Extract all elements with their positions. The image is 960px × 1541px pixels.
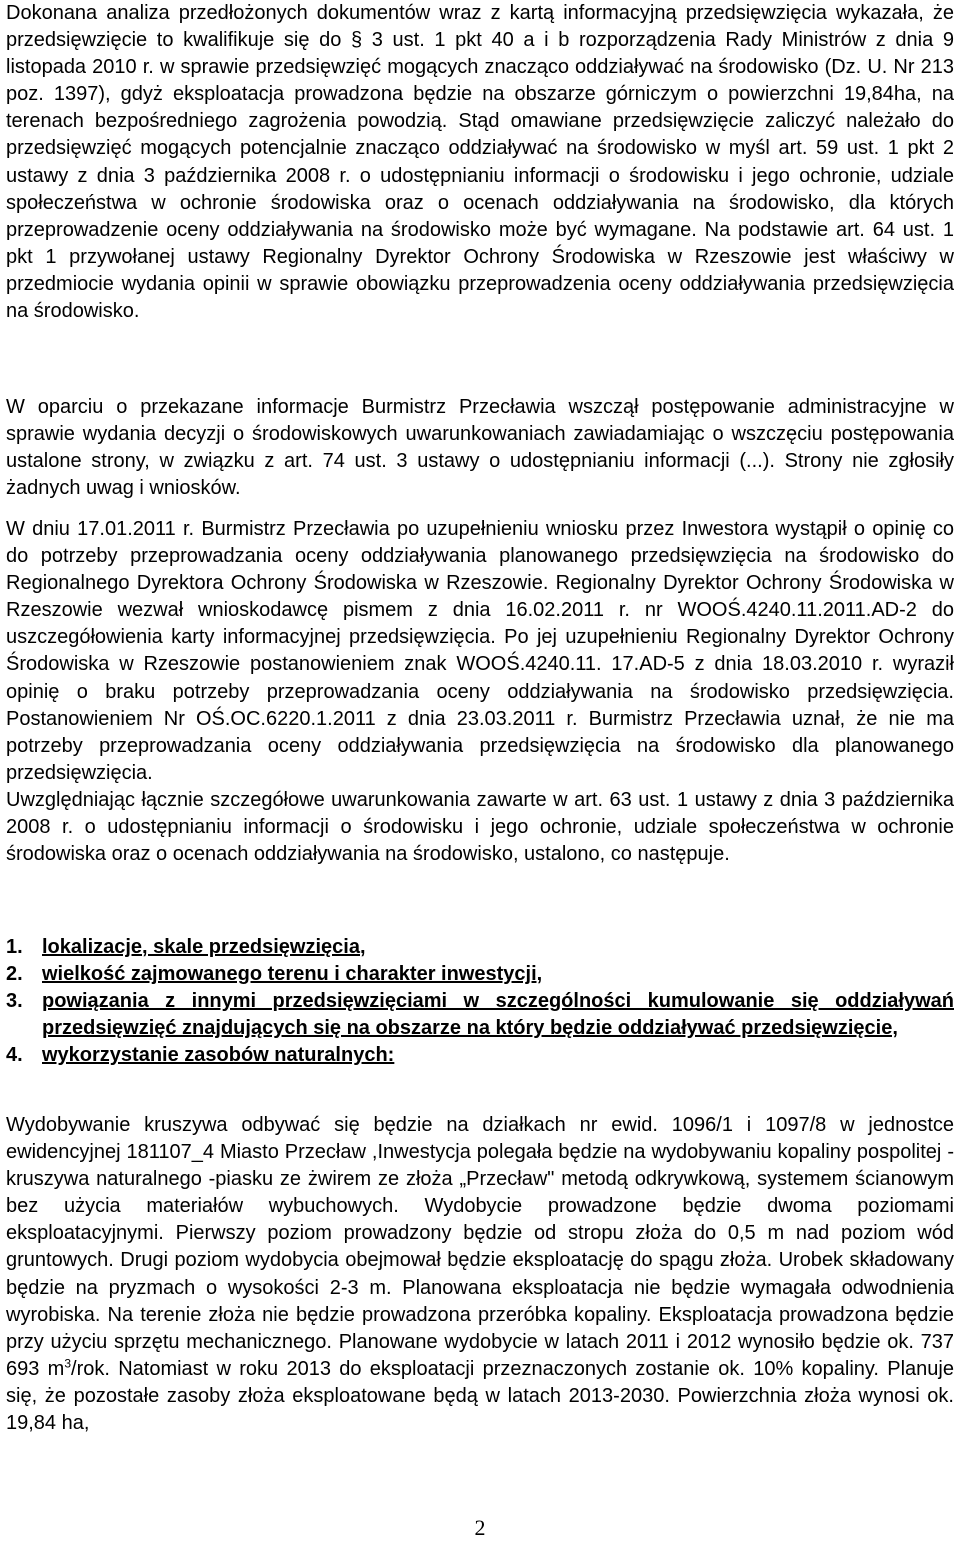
paragraph-extraction-text: Wydobywanie kruszywa odbywać się będzie na działkach nr ewid. 1096/1 i 1097/8 w jednostce ewidencyjnej 181107_4 Miasto Przecław ,Inwestycja polegała będzie na wydobywaniu kopaliny pospolitej - kruszywa naturalnego -piasku ze żwirem ze złoża „Przecław" metodą odkrywkową, systemem ścianowym bez użycia materiałów wybuchowych. Wydobycie prowadzone będzie dwoma poziomami eksploatacyjnymi. Pierwszy poziom prowadzony będzie od stropu złoża do 0,5 m nad poziom wód gruntowych. Drugi poziom wydobycia obejmował będzie eksploatację do spągu złoża. Urobek składowany będzie na pryzmach o wysokości 2-3 m. Planowana eksploatacja nie będzie wymagała odwodnienia wyrobiska. Na terenie złoża nie będzie prowadzona przeróbka kopaliny. Eksploatacja prowadzona będzie przy użyciu sprzętu mechanicznego. Planowane wydobycie w latach 2011 i 2012 wynosiło będzie ok. 737 693 m — [6, 1114, 954, 1380]
superscript-cubic: 3 — [64, 1356, 72, 1371]
criteria-list — [6, 934, 954, 1069]
list-item-text: powiązania z innymi przedsięwzięciami w szczególności kumulowanie się oddziaływań przedsięwzięć znajdujących się na obszarze na który będzie oddziaływać przedsięwzięcie, — [42, 990, 954, 1040]
paragraph-analysis: Dokonana analiza przedłożonych dokumentów wraz z kartą informacyjną przedsięwzięcia wykazała, że przedsięwzięcie to kwalifikuje się do § 3 ust. 1 pkt 40 a i b rozporządzenia Rady Ministrów z dnia 9 listopada 2010 r. w sprawie przedsięwzięć mogących znacząco oddziaływać na środowisko (Dz. U. Nr 213 poz. 1397), gdyż eksploatacja prowadzona będzie na obszarze górniczym o powierzchni 19,84ha, na terenach bezpośredniego zagrożenia powodzią. Stąd omawiane przedsięwzięcie zaliczyć należało do przedsięwzięć mogących potencjalnie znacząco oddziaływać na środowisko w myśl art. 59 ust. 1 pkt 2 ustawy z dnia 3 października 2008 r. o udostępnianiu informacji o środowisku i jego ochronie, udziale społeczeństwa w ochronie środowiska oraz o ocenach oddziaływania na środowisko, dla których przeprowadzenie oceny oddziaływania na środowisko może być wymagane. Na podstawie art. 64 ust. 1 pkt 1 przywołanej ustawy Regionalny Dyrektor Ochrony Środowiska w Rzeszowie jest właściwy w przedmiocie wydania opinii w sprawie obowiązku przeprowadzenia oceny oddziaływania przedsięwzięcia na środowisko. — [6, 2, 954, 323]
page-number: 2 — [474, 1515, 486, 1540]
paragraph-opinion-text: W dniu 17.01.2011 r. Burmistrz Przecławia po uzupełnieniu wniosku przez Inwestora wystąpił o opinię co do potrzeby przeprowadzania oceny oddziaływania planowanego przedsięwzięcia na środowisko do Regionalnego Dyrektora Ochrony Środowiska w Rzeszowie. Regionalny Dyrektor Ochrony Środowiska w Rzeszowie wezwał wnioskodawcę pismem z dnia 16.02.2011 r. nr WOOŚ.4240.11.2011.AD-2 do uszczegółowienia karty informacyjnej przedsięwzięcia. Po jej uzupełnieniu Regionalny Dyrektor Ochrony Środowiska w Rzeszowie postanowieniem znak WOOŚ.4240.11. 17.AD-5 z dnia 18.03.2010 r. wyraził opinię o braku potrzeby przeprowadzania oceny oddziaływania na środowisko przedsięwzięcia. Postanowieniem Nr OŚ.OC.6220.1.2011 z dnia 23.03.2011 r. Burmistrz Przecławia uznał, że nie ma potrzeby przeprowadzania oceny oddziaływania przedsięwzięcia na środowisko dla planowanego przedsięwzięcia. — [6, 518, 954, 784]
paragraph-extraction — [6, 1112, 954, 1437]
list-item-text: wykorzystanie zasobów naturalnych: — [42, 1044, 395, 1067]
list-item — [6, 1042, 954, 1069]
list-item-text: wielkość zajmowanego terenu i charakter inwestycji, — [42, 963, 543, 986]
paragraph-extraction-text-continued: /rok. Natomiast w roku 2013 do eksploatacji przeznaczonych zostanie ok. 10% kopaliny. Planuje się, że pozostałe zasoby złoża eksploatowane będą w latach 2013-2030. Powierzchnia złoża wynosi ok. 19,84 ha, — [6, 1357, 954, 1435]
list-item — [6, 934, 954, 961]
paragraph-proceedings: W oparciu o przekazane informacje Burmistrz Przecławia wszczął postępowanie administracyjne w sprawie wydania decyzji o środowiskowych uwarunkowaniach zawiadamiając o wszczęciu postępowania ustalone strony, w związku z art. 74 ust. 3 ustawy o udostępnianiu informacji (...). Strony nie zgłosiły żadnych uwag i wniosków. — [6, 396, 954, 500]
paragraph-considerations: Uwzględniając łącznie szczegółowe uwarunkowania zawarte w art. 63 ust. 1 ustawy z dnia 3 października 2008 r. o udostępnianiu informacji o środowisku i jego ochronie, udziale społeczeństwa w ochronie środowiska oraz o ocenach oddziaływania na środowisko, ustalono, co następuje. — [6, 788, 954, 866]
list-item-number: 2. — [6, 963, 23, 986]
list-item — [6, 988, 954, 1042]
paragraph-opinion — [6, 516, 954, 868]
list-item-text: lokalizacje, skale przedsięwzięcia, — [42, 936, 366, 958]
list-item-number: 4. — [6, 1044, 23, 1067]
list-item-number: 1. — [6, 936, 23, 958]
list-item-number: 3. — [6, 990, 23, 1013]
list-item — [6, 961, 954, 988]
